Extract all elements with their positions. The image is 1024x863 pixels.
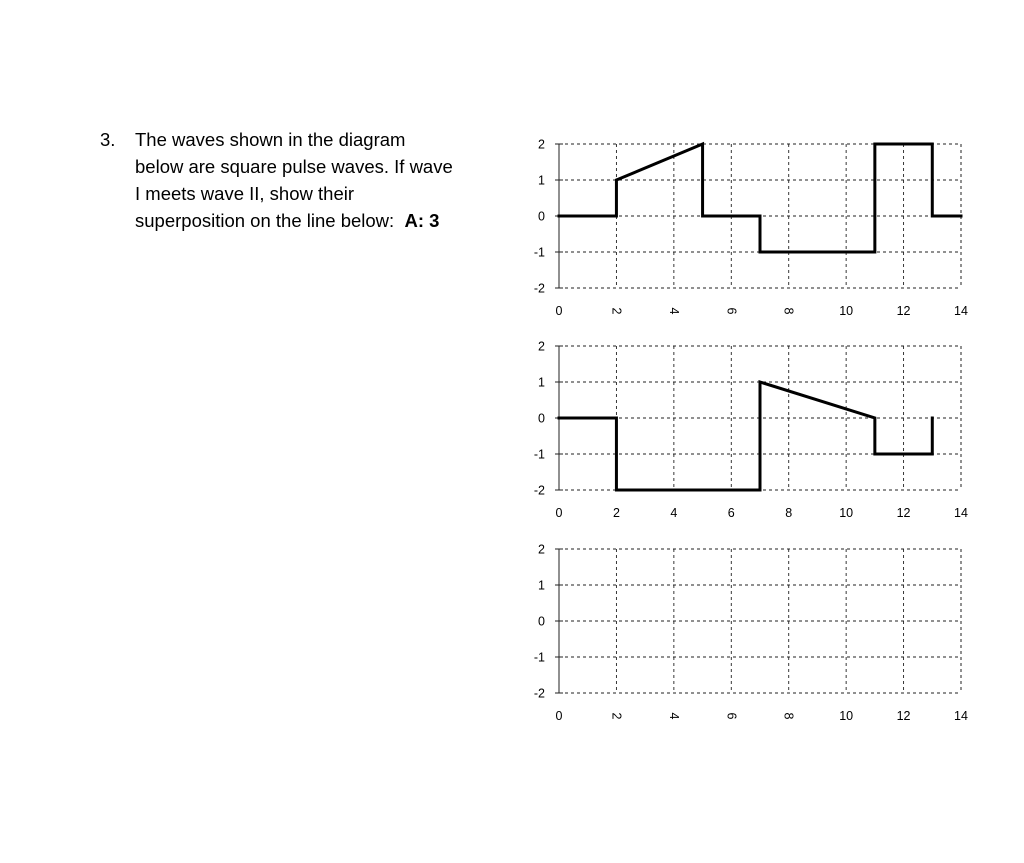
- y-tick-label: -2: [533, 686, 545, 701]
- question-line: I meets wave II, show their: [135, 183, 355, 204]
- y-tick-label: -1: [533, 245, 545, 260]
- y-tick-label: 2: [538, 137, 545, 152]
- x-tick-label: 4: [670, 506, 678, 520]
- answer: A: 3: [404, 210, 440, 231]
- y-tick-label: -2: [533, 483, 545, 498]
- x-tick-label: 10: [839, 506, 854, 520]
- x-tick-label: 10: [839, 304, 854, 318]
- question-line: The waves shown in the diagram: [135, 129, 406, 150]
- x-tick-label: 14: [954, 506, 968, 520]
- y-tick-label: 2: [538, 542, 545, 557]
- x-tick-label: 2: [612, 506, 620, 520]
- wave-line: [559, 144, 961, 252]
- y-tick-label: -1: [533, 650, 545, 665]
- x-tick-label: 8: [781, 307, 796, 315]
- x-tick-label: 6: [724, 307, 739, 315]
- y-tick-label: 1: [538, 375, 545, 390]
- question-line: below are square pulse waves. If wave: [135, 156, 453, 177]
- graph-2: [534, 340, 968, 521]
- y-tick-label: 0: [538, 411, 545, 426]
- x-tick-label: 0: [555, 506, 563, 520]
- x-tick-label: 0: [555, 304, 563, 318]
- y-tick-label: -2: [533, 281, 545, 296]
- x-tick-label: 14: [954, 304, 968, 318]
- graph-3: [534, 543, 968, 724]
- question-number: 3.: [100, 129, 116, 150]
- y-tick-label: -1: [533, 447, 545, 462]
- x-tick-label: 4: [666, 307, 681, 315]
- x-tick-label: 12: [896, 506, 911, 520]
- y-tick-label: 1: [538, 578, 545, 593]
- x-tick-label: 12: [896, 304, 911, 318]
- y-tick-label: 2: [538, 339, 545, 354]
- graph-1: [534, 138, 968, 319]
- x-tick-label: 8: [785, 506, 793, 520]
- x-tick-label: 14: [954, 709, 968, 723]
- x-tick-label: 8: [781, 712, 796, 720]
- x-tick-label: 12: [896, 709, 911, 723]
- y-tick-label: 1: [538, 173, 545, 188]
- y-tick-label: 0: [538, 209, 545, 224]
- x-tick-label: 2: [609, 307, 624, 315]
- x-tick-label: 0: [555, 709, 563, 723]
- y-tick-label: 0: [538, 614, 545, 629]
- x-tick-label: 4: [666, 712, 681, 720]
- x-tick-label: 6: [724, 712, 739, 720]
- question-line: superposition on the line below:: [135, 210, 395, 231]
- x-tick-label: 10: [839, 709, 854, 723]
- x-tick-label: 2: [609, 712, 624, 720]
- wave-line: [559, 382, 932, 490]
- x-tick-label: 6: [727, 506, 735, 520]
